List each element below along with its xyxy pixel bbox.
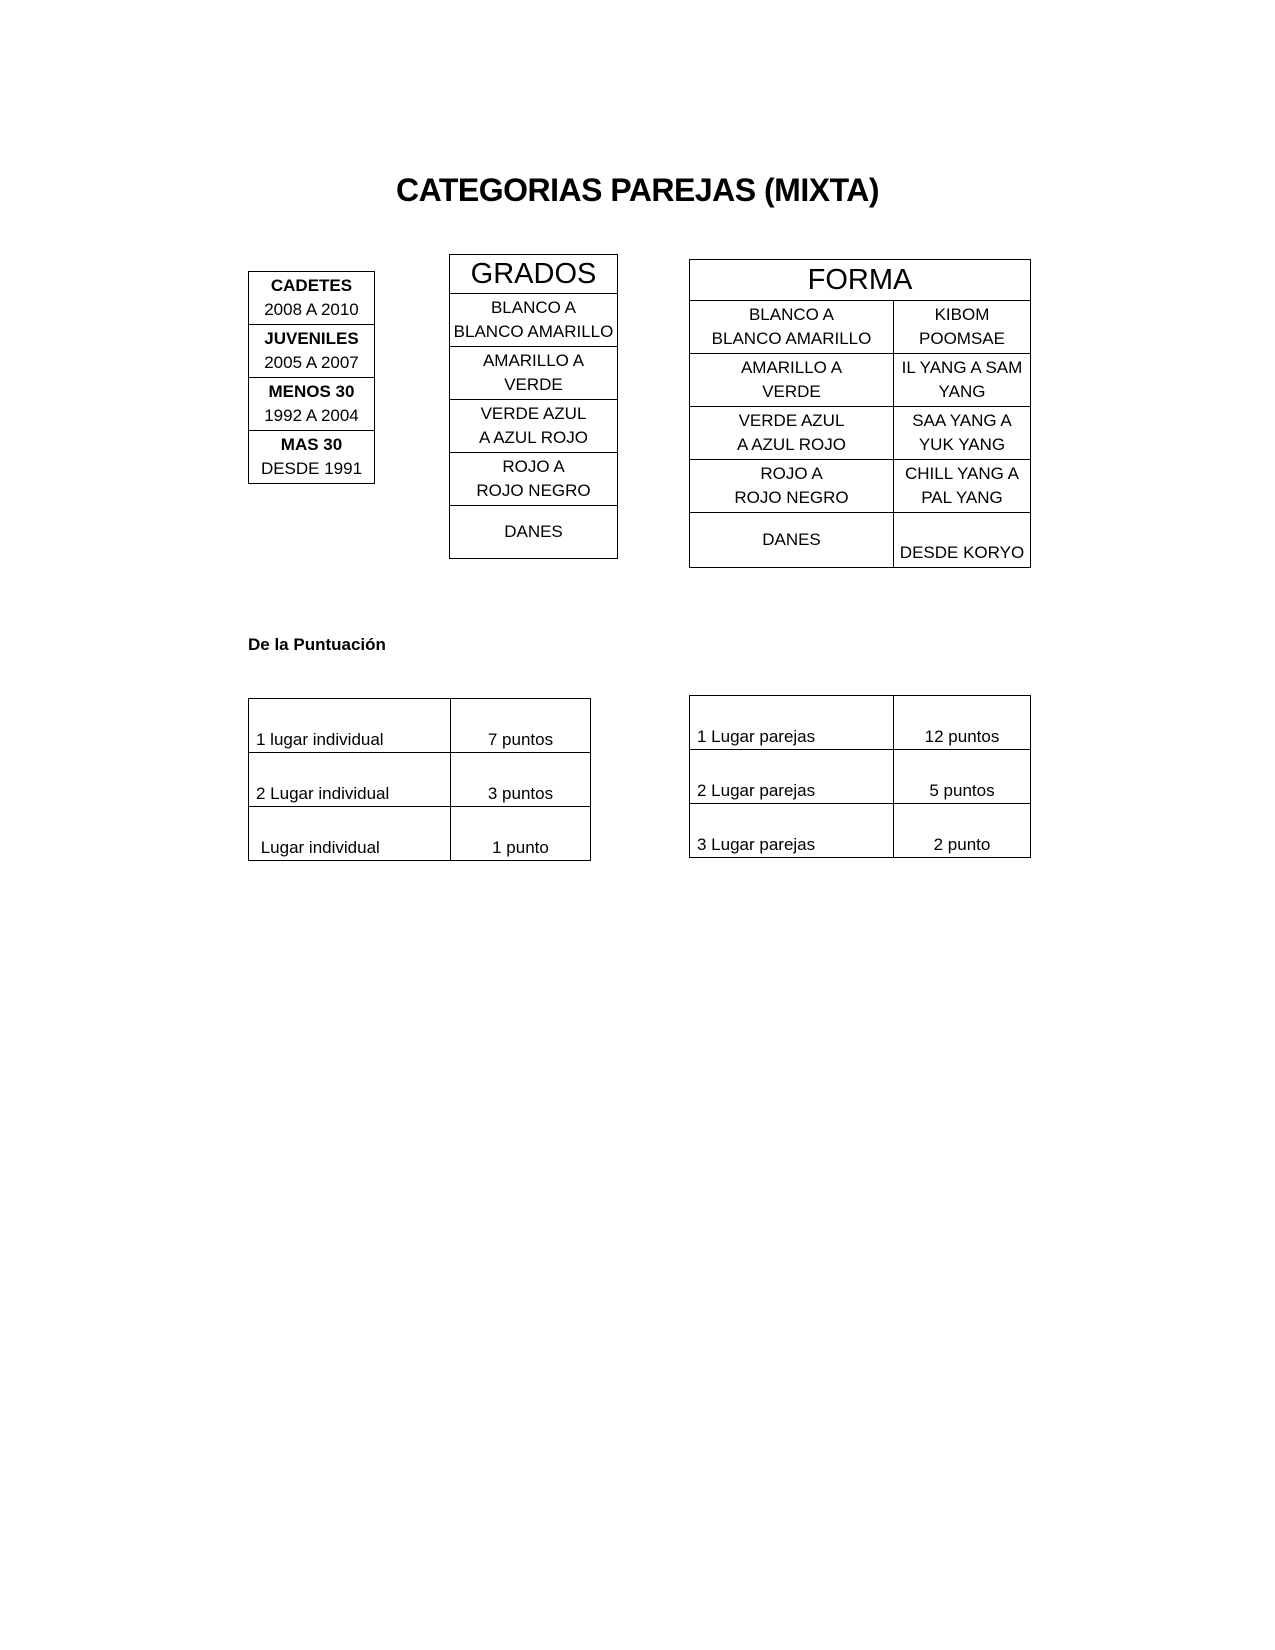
table-row	[249, 272, 375, 325]
forma-line: DESDE KORYO	[899, 543, 1025, 562]
grado-line: BLANCO AMARILLO	[711, 329, 872, 348]
forma-cell	[894, 407, 1031, 460]
category-cell	[249, 431, 375, 484]
grado-cell	[450, 453, 618, 506]
page-title: CATEGORIAS PAREJAS (MIXTA)	[395, 172, 879, 208]
table-header-row	[690, 260, 1031, 301]
category-range: DESDE 1991	[260, 459, 363, 478]
category-name: MENOS 30	[268, 382, 355, 401]
scoring-heading: De la Puntuación	[248, 635, 386, 654]
forma-line: IL YANG A SAM	[901, 358, 1023, 377]
points-cell: 7 puntos	[451, 699, 591, 753]
category-name: CADETES	[270, 276, 353, 295]
scoring-pairs-table	[689, 695, 1031, 858]
table-row	[450, 400, 618, 453]
table-row	[249, 807, 591, 861]
table-row	[249, 431, 375, 484]
table-row	[249, 699, 591, 753]
grado-line: VERDE	[762, 382, 821, 401]
place-cell: 3 Lugar parejas	[690, 804, 894, 858]
category-range: 2008 A 2010	[264, 300, 359, 319]
forma-grado-cell	[690, 354, 894, 407]
table-row	[690, 354, 1031, 407]
forma-table	[689, 259, 1031, 568]
forma-header: FORMA	[690, 260, 1031, 301]
table-row	[690, 301, 1031, 354]
grado-line: A AZUL ROJO	[737, 435, 846, 454]
scoring-individual-table	[248, 698, 591, 861]
forma-cell	[894, 460, 1031, 513]
points-cell: 1 punto	[451, 807, 591, 861]
forma-line: SAA YANG A	[912, 411, 1012, 430]
grado-line: BLANCO A	[490, 298, 577, 317]
points-cell: 3 puntos	[451, 753, 591, 807]
table-row	[249, 325, 375, 378]
grado-line: ROJO NEGRO	[734, 488, 849, 507]
categories-table	[248, 271, 375, 484]
grado-line: AMARILLO A	[482, 351, 585, 370]
place-cell: 2 Lugar individual	[249, 753, 451, 807]
table-row	[450, 453, 618, 506]
table-row	[690, 460, 1031, 513]
forma-cell	[894, 354, 1031, 407]
forma-line: POOMSAE	[919, 329, 1005, 348]
forma-cell	[894, 301, 1031, 354]
forma-line: YANG	[938, 382, 986, 401]
grado-line: ROJO NEGRO	[476, 481, 591, 500]
table-row	[249, 378, 375, 431]
forma-line: YUK YANG	[918, 435, 1006, 454]
place-cell: Lugar individual	[249, 807, 451, 861]
grado-cell	[450, 347, 618, 400]
grado-line: BLANCO AMARILLO	[453, 322, 614, 341]
grado-line: DANES	[504, 522, 563, 541]
table-row	[450, 506, 618, 559]
forma-line: KIBOM	[934, 305, 990, 324]
table-row	[690, 750, 1031, 804]
forma-line: PAL YANG	[921, 488, 1003, 507]
category-range: 1992 A 2004	[264, 406, 359, 425]
forma-cell	[894, 513, 1031, 568]
category-name: MAS 30	[280, 435, 343, 454]
forma-grado-cell	[690, 513, 894, 568]
grado-cell	[450, 506, 618, 559]
grado-line: VERDE AZUL	[480, 404, 587, 423]
table-header-row	[450, 255, 618, 294]
grado-line: DANES	[762, 530, 821, 549]
category-cell	[249, 272, 375, 325]
points-cell: 5 puntos	[894, 750, 1031, 804]
grado-line: ROJO A	[760, 464, 823, 483]
forma-grado-cell	[690, 460, 894, 513]
forma-grado-cell	[690, 407, 894, 460]
grado-line: VERDE AZUL	[738, 411, 845, 430]
place-cell: 1 lugar individual	[249, 699, 451, 753]
category-cell	[249, 325, 375, 378]
table-row	[690, 407, 1031, 460]
forma-grado-cell	[690, 301, 894, 354]
table-row	[690, 804, 1031, 858]
grados-header: GRADOS	[450, 255, 618, 294]
category-range: 2005 A 2007	[264, 353, 359, 372]
grado-line: ROJO A	[502, 457, 565, 476]
table-row	[690, 696, 1031, 750]
grado-line: A AZUL ROJO	[479, 428, 588, 447]
table-row	[450, 294, 618, 347]
grado-cell	[450, 400, 618, 453]
table-row	[450, 347, 618, 400]
place-cell: 1 Lugar parejas	[690, 696, 894, 750]
grado-line: BLANCO A	[748, 305, 835, 324]
points-cell: 2 punto	[894, 804, 1031, 858]
table-row	[249, 753, 591, 807]
category-name: JUVENILES	[264, 329, 359, 348]
forma-line: CHILL YANG A	[904, 464, 1019, 483]
grados-table	[449, 254, 618, 559]
place-cell: 2 Lugar parejas	[690, 750, 894, 804]
category-cell	[249, 378, 375, 431]
grado-cell	[450, 294, 618, 347]
table-row	[690, 513, 1031, 568]
grado-line: AMARILLO A	[740, 358, 843, 377]
points-cell: 12 puntos	[894, 696, 1031, 750]
grado-line: VERDE	[504, 375, 563, 394]
